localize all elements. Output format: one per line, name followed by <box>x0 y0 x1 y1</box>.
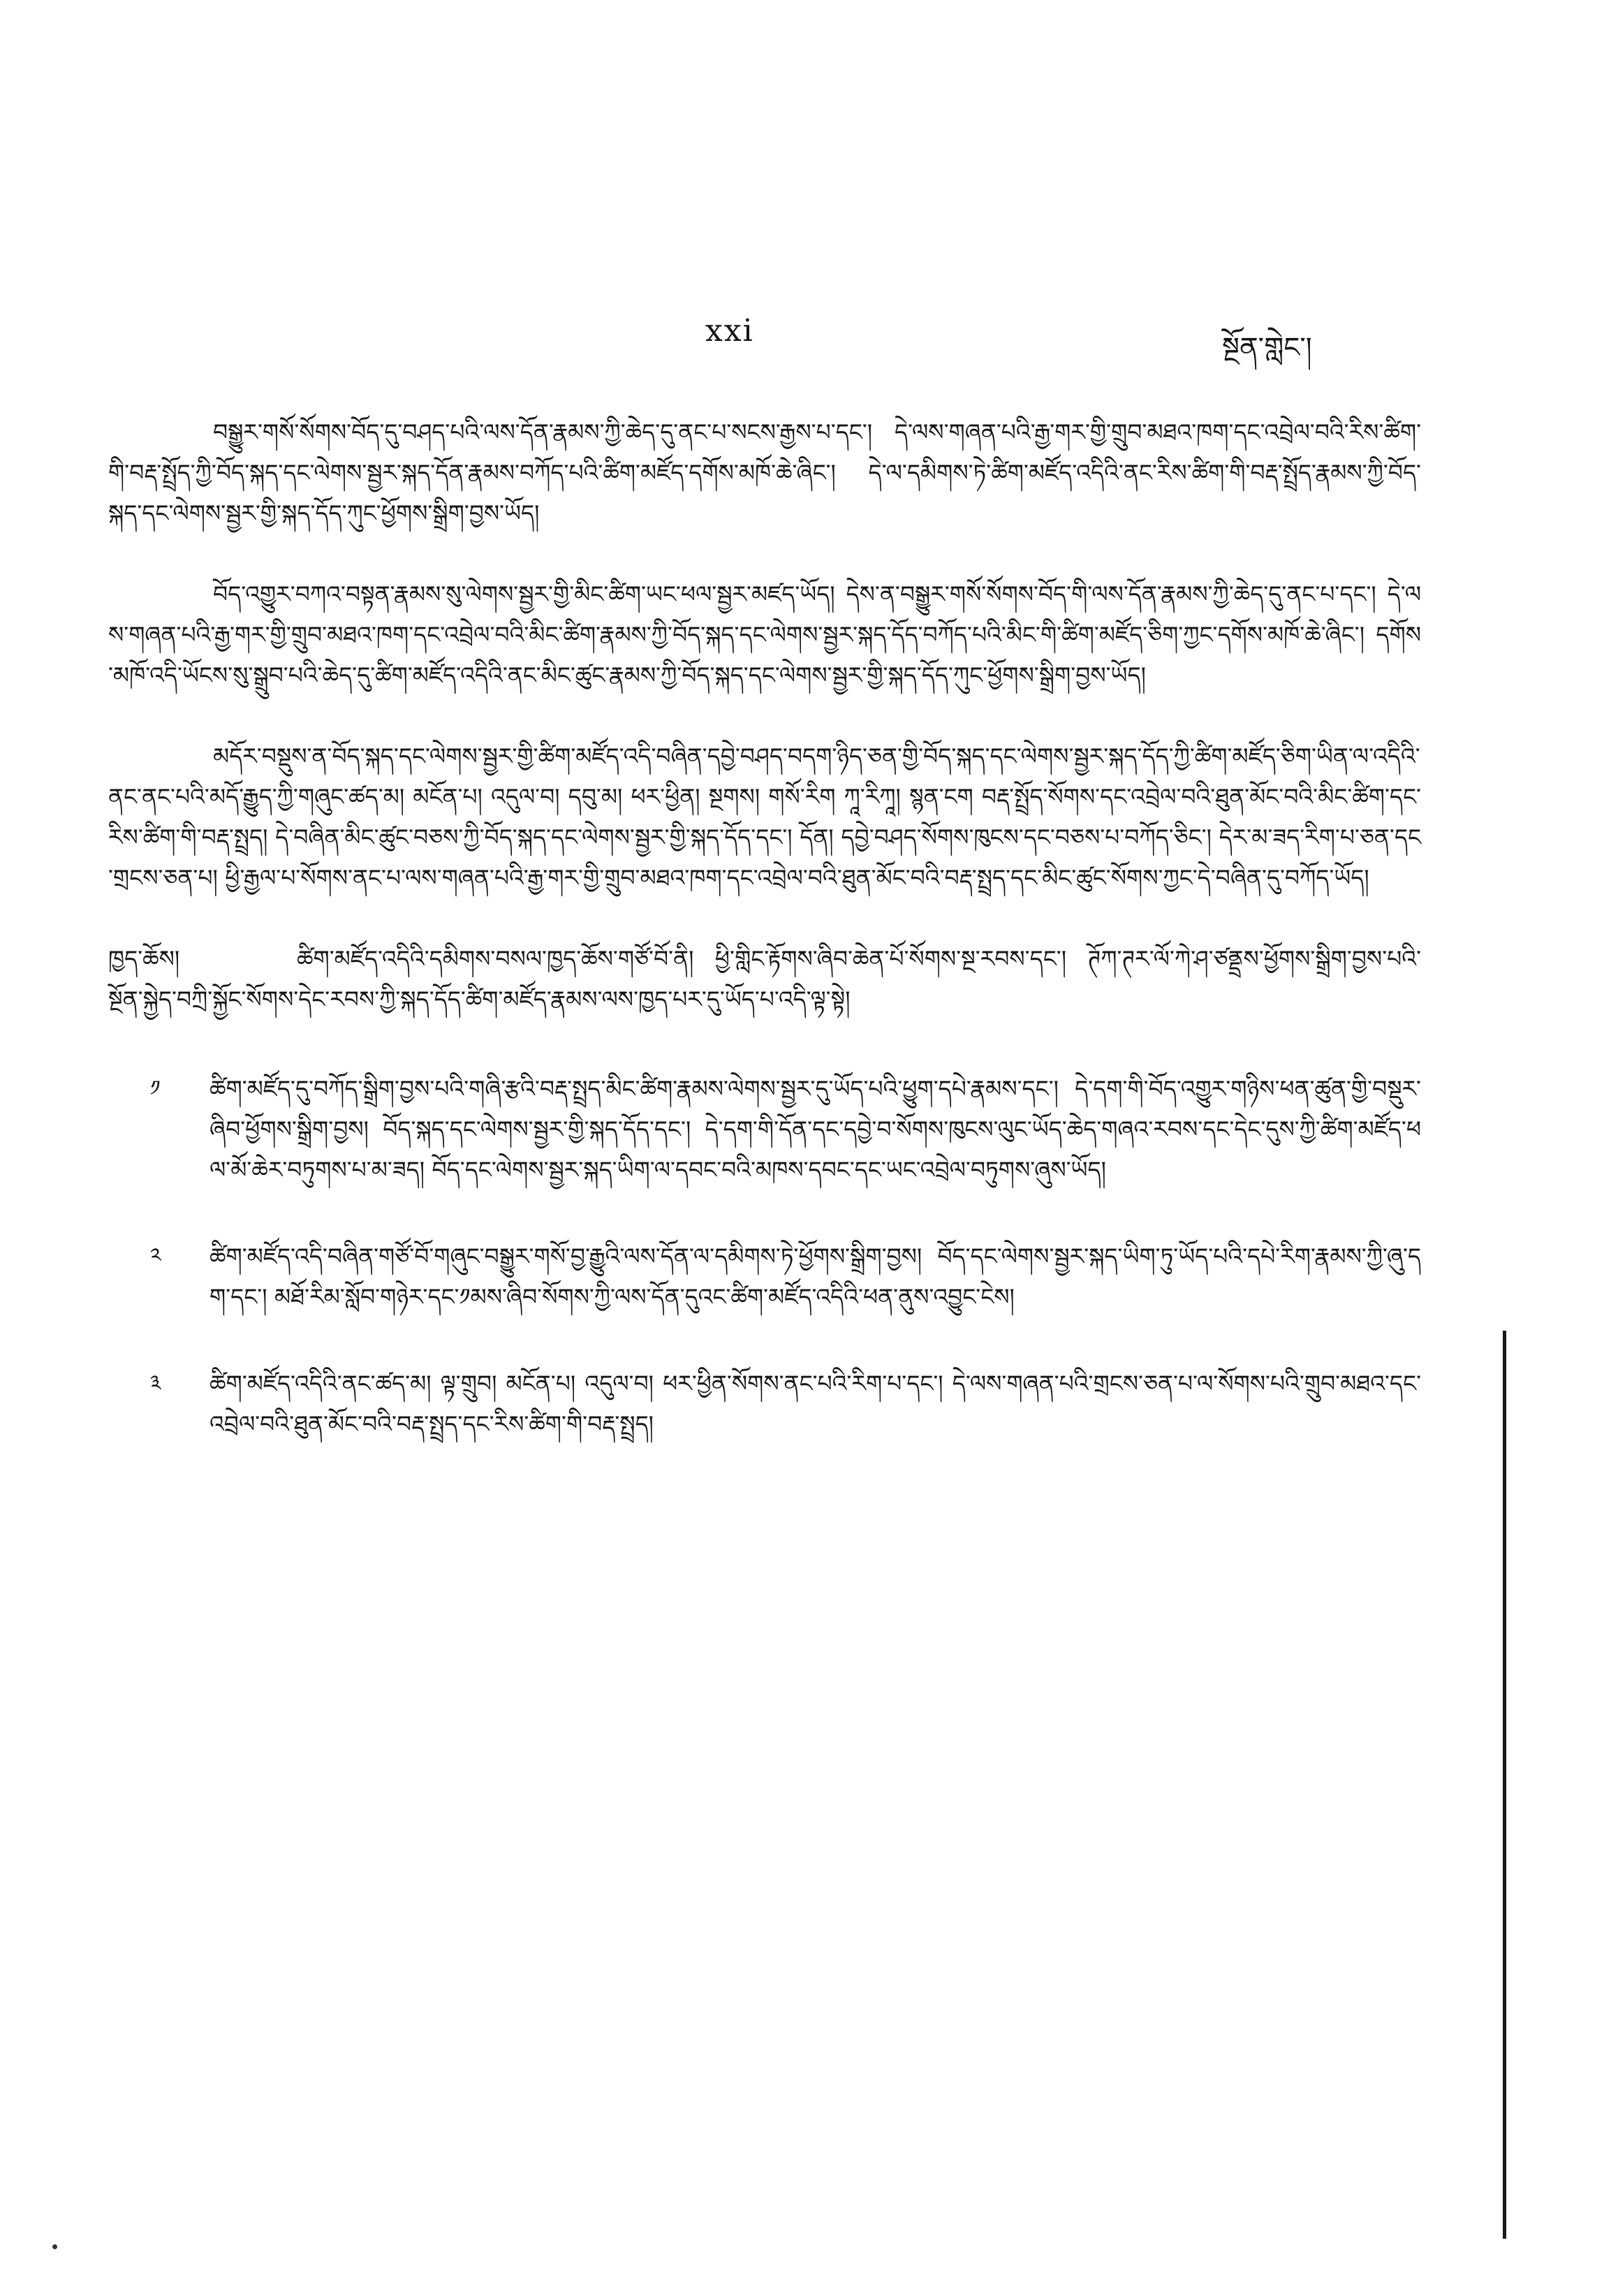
list-number: ༣ <box>150 1371 161 1396</box>
features-heading: ཁྱད་ཆོས། <box>108 945 180 972</box>
features-list <box>108 1069 1421 1445</box>
list-number: ༢ <box>150 1244 161 1268</box>
list-number: ༡ <box>150 1076 161 1101</box>
page-number: xxi <box>705 313 754 349</box>
paragraph: བོད་འགྱུར་བཀའ་བསྟན་རྣམས་སུ་ལེགས་སྦྱར་གྱི་མིང་ཚིག་ཡང་ཕལ་སྦྱར་མཛད་ཡོད། དེས་ན་བསྒྱུར་གསོ་སོགས་བོད་གི་ལས་དོན་རྣམས་ཀྱི་ཆེད་དུ་ནང་པ་དང་། དེ་ལས་གཞན་པའི་རྒྱ་གར་གྱི་གྲུབ་མཐའ་ཁག་དང་འབྲེལ་བའི་མིང་ཚིག་རྣམས་ཀྱི་བོད་སྐད་དང་ལེགས་སྦྱར་སྐད་དོད་བཀོད་པའི་མིང་གི་ཚིག་མཛོད་ཅིག་ཀྱང་དགོས་མཁོ་ཆེ་ཞིང་། དགོས་མཁོ་འདི་ཡོངས་སུ་སྒྲུབ་པའི་ཆེད་དུ་ཚིག་མཛོད་འདིའི་ནང་མིང་ཚུང་རྣམས་ཀྱི་བོད་སྐད་དང་ལེགས་སྦྱར་གྱི་སྐད་དོད་ཀུང་ཕྱོགས་སྒྲིག་བྱས་ཡོད། <box>108 580 1421 689</box>
list-item-text: ཚིག་མཛོད་འདིའི་ནང་ཚད་མ། ལྟ་གྲུབ། མངོན་པ། འདུལ་བ། ཕར་ཕྱིན་སོགས་ནང་པའི་རིག་པ་དང་། དེ་ལས་གཞན་པའི་གྲངས་ཅན་པ་ལ་སོགས་པའི་གྲུབ་མཐའ་དང་འབྲེལ་བའི་ཐུན་མོང་བའི་བརྡ་སྤྲད་དང་རིས་ཚིག་གི་བརྡ་སྤྲད། <box>209 1370 1421 1438</box>
paragraph: བསྒྱུར་གསོ་སོགས་བོད་དུ་བཤད་པའི་ལས་དོན་རྣམས་ཀྱི་ཆེད་དུ་ནང་པ་སངས་རྒྱས་པ་དང་། དེ་ལས་གཞན་པའི་རྒྱ་གར་གྱི་གྲུབ་མཐའ་ཁག་དང་འབྲེལ་བའི་རིས་ཚིག་གི་བརྡ་སྤྲོད་ཀྱི་བོད་སྐད་དང་ལེགས་སྦྱར་སྐད་དོན་རྣམས་བཀོད་པའི་ཚིག་མཛོད་དགོས་མཁོ་ཆེ་ཞིང་། དེ་ལ་དམིགས་ཏེ་ཚིག་མཛོད་འདིའི་ནང་རིས་ཚིག་གི་བརྡ་སྤྲོད་རྣམས་ཀྱི་བོད་སྐད་དང་ལེགས་སྦྱར་གྱི་སྐད་དོད་ཀུང་ཕྱོགས་སྒྲིག་བྱས་ཡོད། <box>108 418 1421 527</box>
scan-speck <box>52 2244 57 2249</box>
list-item <box>108 1069 1421 1190</box>
list-item-text: ཚིག་མཛོད་དུ་བཀོད་སྒྲིག་བྱས་པའི་གཞི་རྩའི་བརྡ་སྤྲད་མིང་ཚིག་རྣམས་ལེགས་སྦྱར་དུ་ཡོད་པའི་ཕྱུག་དཔེ་རྣམས་དང་། དེ་དག་གི་བོད་འགྱུར་གཉིས་ཕན་ཚུན་གྱི་བསྡུར་ཞིབ་ཕྱོགས་སྒྲིག་བྱས། བོད་སྐད་དང་ལེགས་སྦྱར་གྱི་སྐད་དོད་དང་། དེ་དག་གི་དོན་དང་དབྱེ་བ་སོགས་ཁུངས་ལུང་ཡོད་ཆེད་གཞའ་རབས་དང་དེང་དུས་ཀྱི་ཚིག་མཛོད་ཕལ་མོ་ཆེར་བཏུགས་པ་མ་ཟད། བོད་དང་ལེགས་སྦྱར་སྐད་ཡིག་ལ་དབང་བའི་མཁས་དབང་དང་ཡང་འབྲེལ་བཏུགས་ཞུས་ཡོད། <box>209 1075 1421 1183</box>
paragraph: མདོར་བསྡུས་ན་བོད་སྐད་དང་ལེགས་སྦྱར་གྱི་ཚིག་མཛོད་འདི་བཞིན་དབྱེ་བཤད་བདག་ཉིད་ཅན་གྱི་བོད་སྐད་དང་ལེགས་སྦྱར་སྐད་དོད་ཀྱི་ཚིག་མཛོད་ཅིག་ཡིན་ལ་འདིའི་ནང་ནང་པའི་མདོ་རྒྱུད་ཀྱི་གཞུང་ཚད་མ། མངོན་པ། འདུལ་བ། དབུ་མ། ཕར་ཕྱིན། སྔགས། གསོ་རིག ཀཱ་རིཀཱ། སྙན་ངག བརྡ་སྤྲོད་སོགས་དང་འབྲེལ་བའི་ཐུན་མོང་བའི་མིང་ཚིག་དང་རིས་ཚིག་གི་བརྡ་སྤྲད། དེ་བཞིན་མིང་ཚུང་བཅས་ཀྱི་བོད་སྐད་དང་ལེགས་སྦྱར་གྱི་སྐད་དོད་དང་། དོན། དབྱེ་བཤད་སོགས་ཁུངས་དང་བཅས་པ་བཀོད་ཅིང་། དེར་མ་ཟད་རིག་པ་ཅན་དང་གྲངས་ཅན་པ། ཕྱི་རྒྱལ་པ་སོགས་ནང་པ་ལས་གཞན་པའི་རྒྱ་གར་གྱི་གྲུབ་མཐའ་ཁག་དང་འབྲེལ་བའི་ཐུན་མོང་བའི་བརྡ་སྤྲད་དང་མིང་ཚུང་སོགས་ཀྱང་དེ་བཞིན་དུ་བཀོད་ཡོད། <box>108 743 1421 891</box>
body-text <box>108 412 1421 1491</box>
list-item-text: ཚིག་མཛོད་འདི་བཞིན་གཙོ་བོ་གཞུང་བསྒྱུར་གསོ་བྱ་རྒྱུའི་ལས་དོན་ལ་དམིགས་ཏེ་ཕྱོགས་སྒྲིག་བྱས། བོད་དང་ལེགས་སྦྱར་སྐད་ཡིག་ཏུ་ཡོད་པའི་དཔེ་རིག་རྣམས་ཀྱི་ཞུ་དག་དང་། མཐོ་རིམ་སློབ་གཉེར་དང་༡མས་ཞིབ་སོགས་ཀྱི་ལས་དོན་དུའང་ཚིག་མཛོད་འདིའི་ཕན་ནུས་འབྱུང་ངེས། <box>209 1243 1421 1310</box>
margin-rule <box>1503 1331 1506 2239</box>
page-header <box>0 313 1618 369</box>
list-item <box>108 1363 1421 1445</box>
features-paragraph <box>108 939 1421 1020</box>
features-text: ཚིག་མཛོད་འདིའི་དམིགས་བསལ་ཁྱད་ཆོས་གཙོ་བོ་ནི། ཕྱི་གླིང་རྟོགས་ཞིབ་ཆེན་པོ་སོགས་སྔ་རབས་དང་། ཊོཀ་ཊར་ལོ་ཀེ་ཤ་ཙནྡྲས་ཕྱོགས་སྒྲིག་བྱས་པའི་སྔོན་སྐྱེད་བཀྲི་སྐྱོང་སོགས་དེང་རབས་ཀྱི་སྐད་དོད་ཚིག་མཛོད་རྣམས་ལས་ཁྱད་པར་དུ་ཡོད་པ་འདི་ལྟ་སྟེ། <box>108 945 1421 1013</box>
running-head: སྔོན་གླེང་། <box>1222 332 1312 364</box>
list-item <box>108 1236 1421 1317</box>
